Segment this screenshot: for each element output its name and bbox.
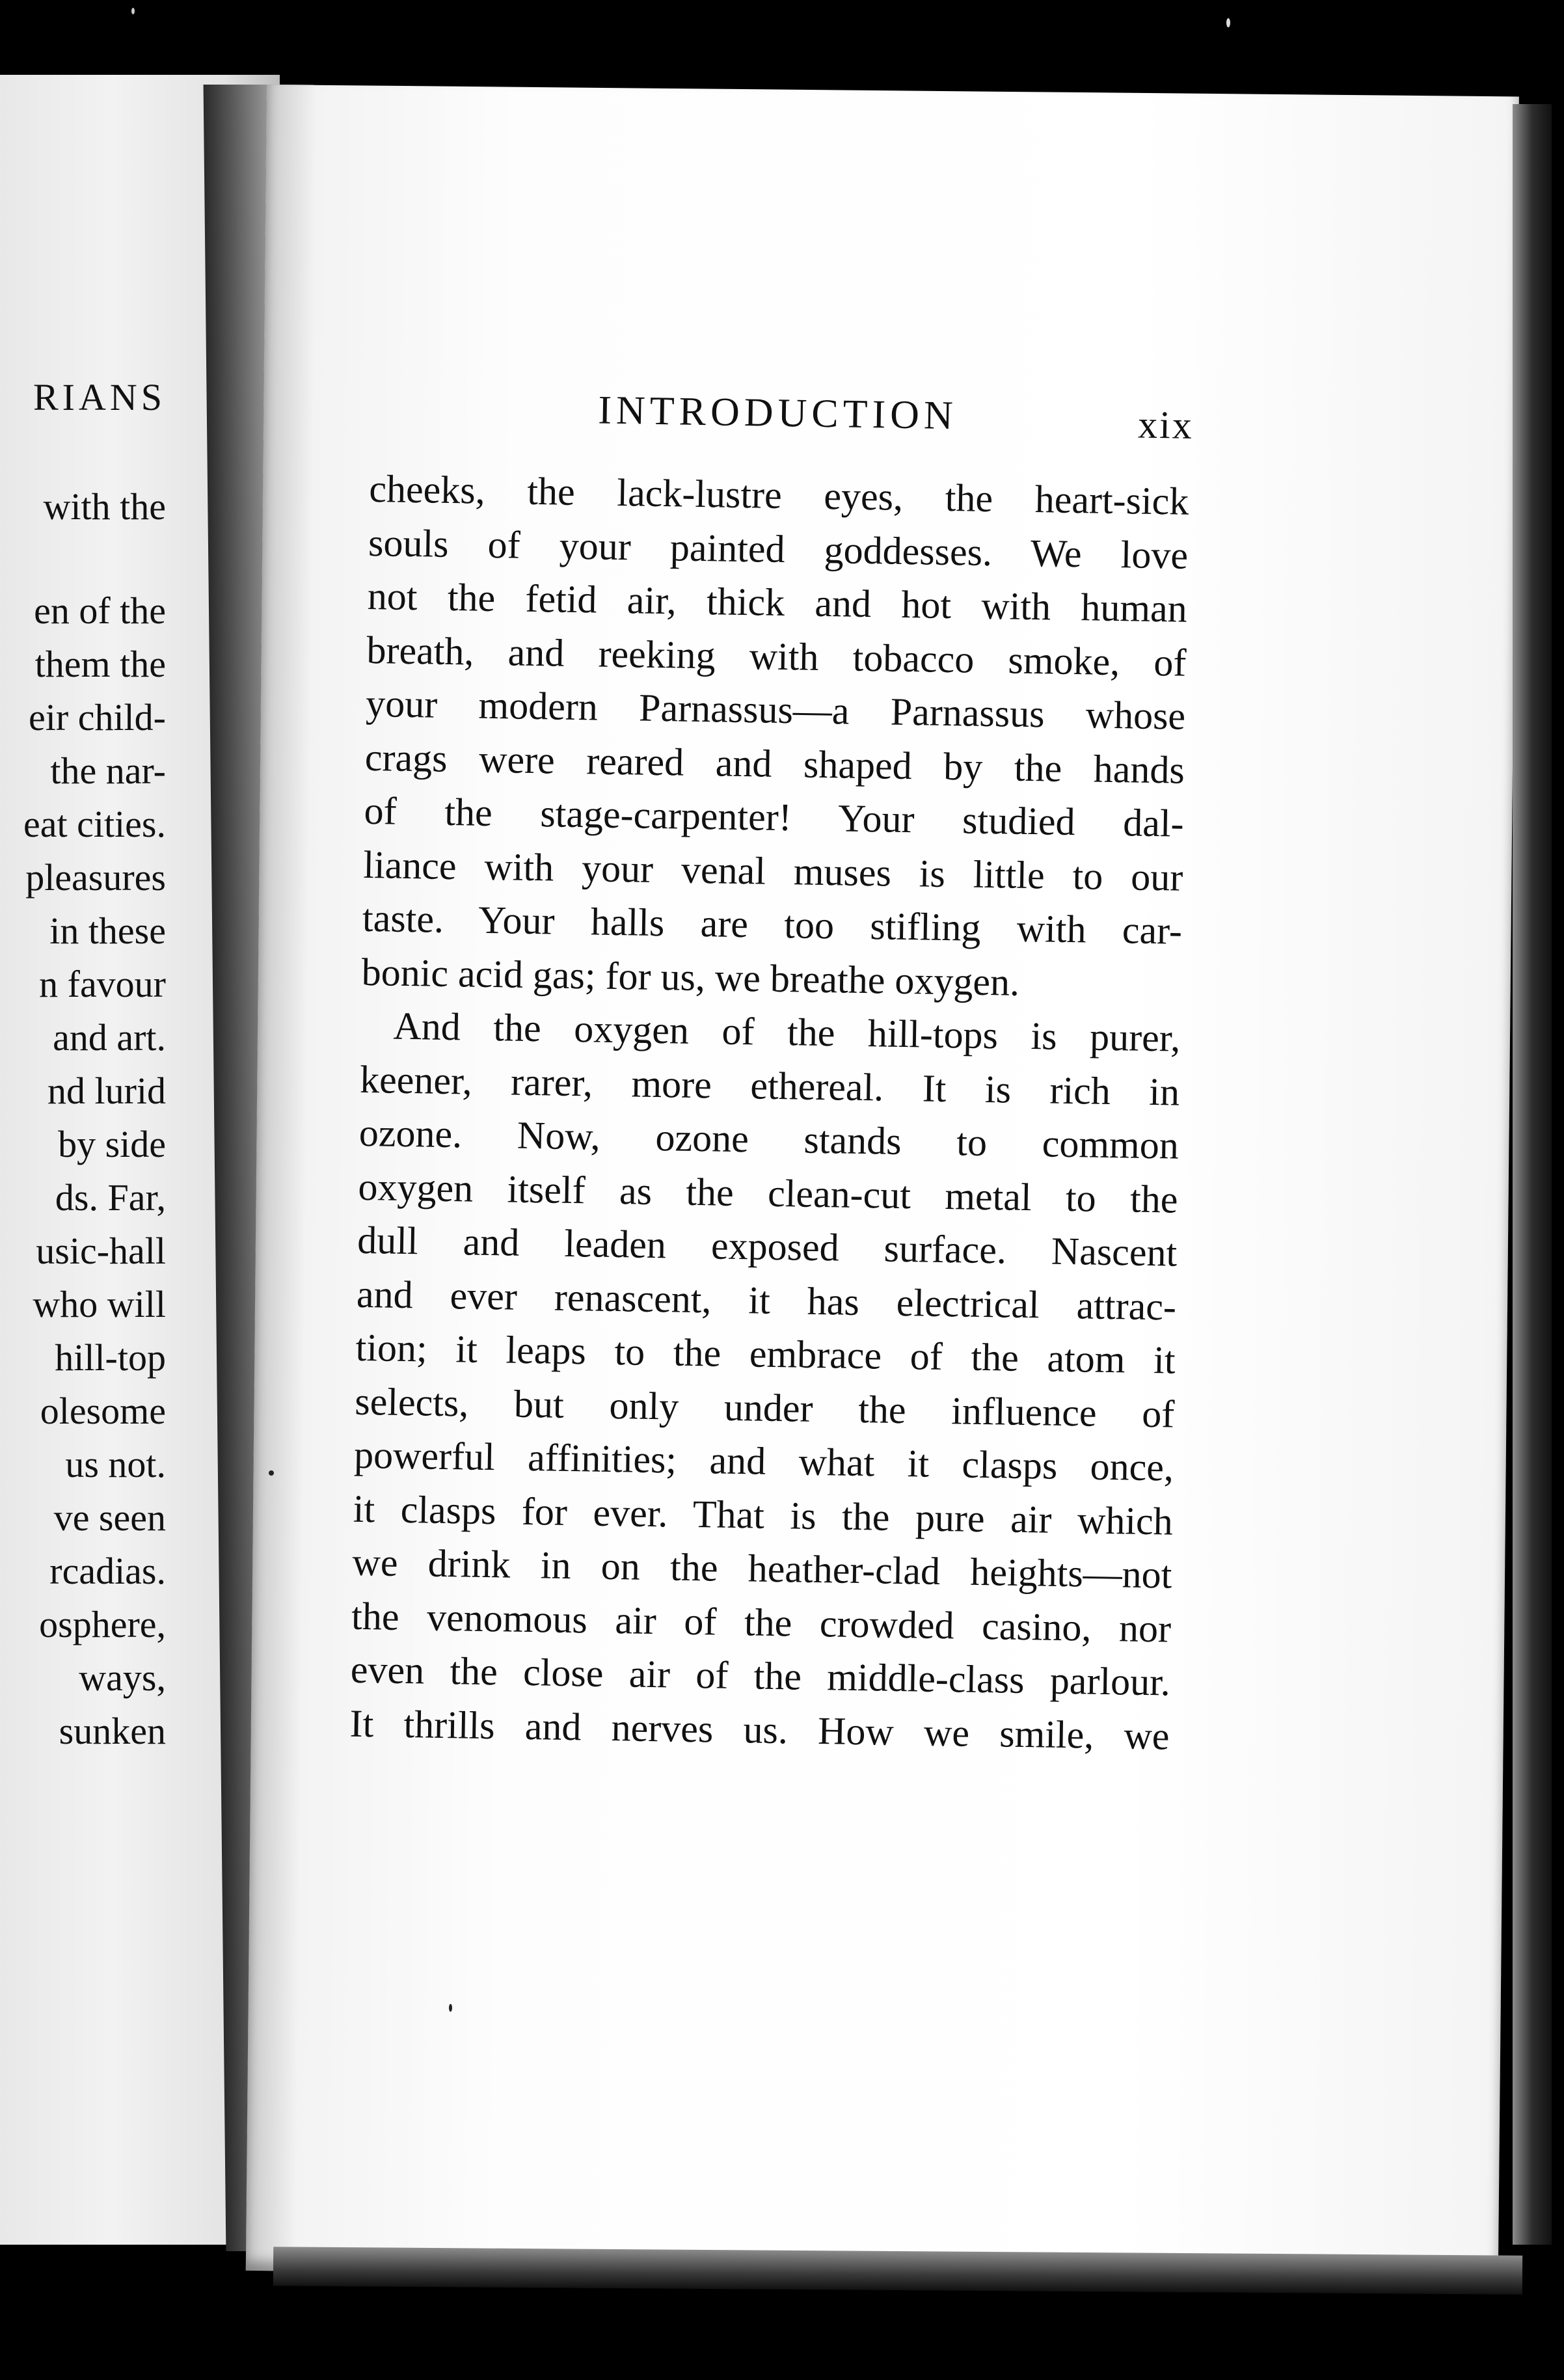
left-page-line: nd lurid (47, 1070, 166, 1112)
text-line: bonic acid gas; for us, we breathe oxygen. (361, 950, 1020, 1004)
left-page-line: the nar- (50, 750, 166, 792)
left-page-line: in these (49, 910, 166, 952)
text-line: even the close air of the middle-class parlour. (350, 1647, 1171, 1704)
text-line: souls of your painted goddesses. We love (368, 521, 1189, 577)
left-page-line: n favour (39, 963, 166, 1005)
left-page-line: sunken (59, 1710, 166, 1752)
text-line: taste. Your halls are too stifling with car- (362, 896, 1183, 953)
left-page-line: eat cities. (23, 803, 166, 845)
left-page-line: ways, (79, 1657, 166, 1699)
text-line: of the stage-carpenter! Your studied dal- (364, 789, 1185, 845)
text-line: tion; it leaps to the embrace of the atom it (355, 1325, 1176, 1382)
left-page-line: and art. (53, 1016, 166, 1059)
left-page-line: ds. Far, (55, 1176, 166, 1219)
text-line: breath, and reeking with tobacco smoke, of (366, 628, 1187, 684)
text-line: powerful affinities; and what it clasps once, (353, 1433, 1174, 1489)
text-line: and ever renascent, it has electrical attrac- (356, 1272, 1177, 1329)
left-page-line: who will (33, 1283, 166, 1325)
left-page-line: pleasures (25, 856, 166, 899)
text-line: oxygen itself as the clean-cut metal to the (358, 1165, 1178, 1221)
page-edge-bottom (273, 2247, 1522, 2294)
text-line: we drink in on the heather-clad heights—not (352, 1540, 1172, 1597)
text-line: crags were reared and shaped by the hands (364, 735, 1185, 792)
left-running-head: RIANS (33, 376, 166, 418)
text-line: liance with your venal muses is little to our (362, 843, 1183, 899)
dust-speck (449, 2004, 452, 2012)
running-head: INTRODUCTION (597, 388, 958, 439)
left-page-line: with the (43, 485, 166, 528)
dust-speck (1226, 18, 1230, 27)
left-page-line: en of the (34, 589, 166, 632)
text-line: It thrills and nerves us. How we smile, we (349, 1701, 1170, 1758)
left-page-line: ve seen (53, 1496, 166, 1539)
text-line: dull and leaden exposed surface. Nascent (357, 1218, 1178, 1275)
text-line: the venomous air of the crowded casino, nor (351, 1594, 1172, 1651)
left-page-line: rcadias. (49, 1550, 166, 1592)
text-line: not the fetid air, thick and hot with human (367, 574, 1188, 630)
paragraph-first-line: And the oxygen of the hill-tops is purer, (392, 1004, 1181, 1060)
page-number: xix (1137, 403, 1194, 447)
text-line: selects, but only under the influence of (354, 1379, 1175, 1436)
dust-speck (269, 1470, 274, 1476)
left-page-line: osphere, (39, 1603, 166, 1645)
left-page-line: eir child- (29, 696, 166, 738)
page-edge-right (1513, 104, 1552, 2245)
left-page-line: olesome (40, 1390, 166, 1432)
text-line: cheeks, the lack-lustre eyes, the heart-sick (368, 467, 1189, 523)
left-page-line: us not. (65, 1443, 166, 1485)
dust-speck (131, 8, 135, 14)
text-line: ozone. Now, ozone stands to common (358, 1111, 1180, 1167)
left-page-line: them the (34, 643, 166, 685)
left-page-line: hill-top (55, 1336, 166, 1379)
left-page-line: usic-hall (36, 1230, 166, 1272)
left-page-line: by side (58, 1123, 166, 1165)
text-line: keener, rarer, more ethereal. It is rich in (359, 1057, 1180, 1114)
text-line: it clasps for ever. That is the pure air which (353, 1487, 1174, 1543)
text-line: your modern Parnassus—a Parnassus whose (365, 681, 1186, 738)
body-text (349, 462, 1189, 1763)
